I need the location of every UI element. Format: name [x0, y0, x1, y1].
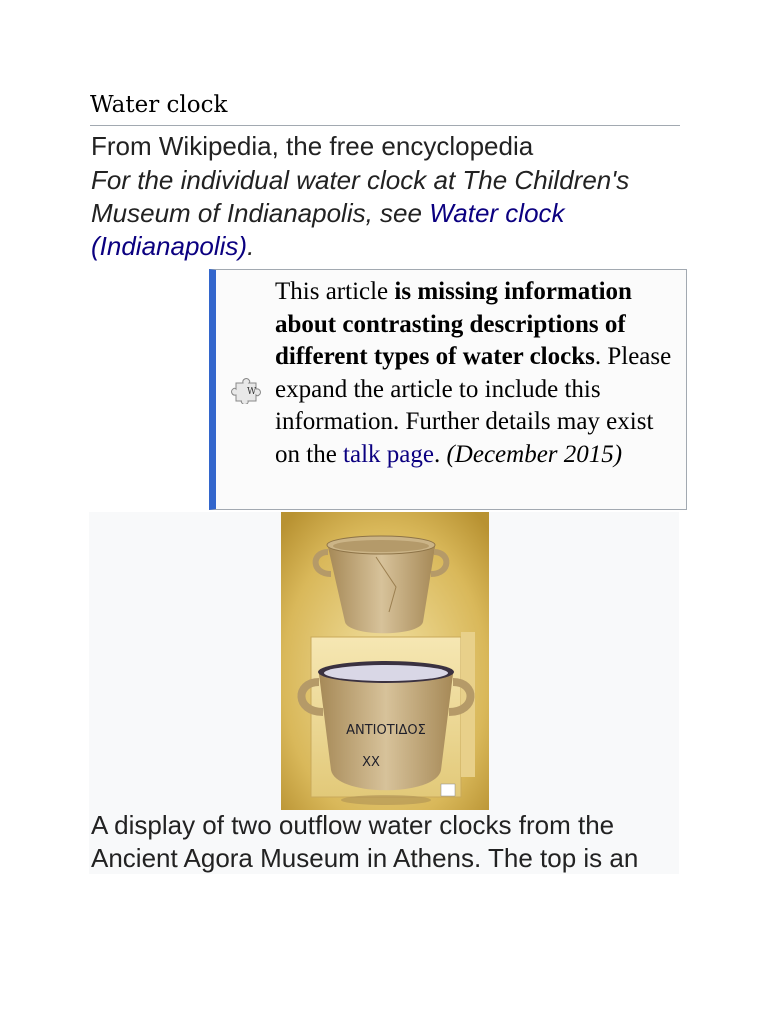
hatnote — [91, 164, 681, 263]
figure-caption: A display of two outflow water clocks from the Ancient Agora Museum in Athens. The top is an — [91, 810, 639, 873]
water-clock-photo[interactable] — [281, 512, 489, 810]
notice-text-start: This article — [275, 278, 395, 305]
upper-inscription: ΑΝΤΙΟΤΙΔΟΣ — [346, 723, 426, 738]
notice-text-end: . — [433, 440, 447, 468]
talk-page-link[interactable]: talk page — [343, 440, 434, 468]
hatnote-link[interactable]: Water clock (Indianapolis) — [91, 198, 565, 261]
title-divider — [90, 125, 680, 126]
svg-text:W: W — [247, 387, 257, 397]
hatnote-text: For the individual water clock at The Children's Museum of Indianapolis, see — [91, 165, 630, 228]
puzzle-piece-icon — [230, 374, 270, 404]
lower-inscription: ΧΧ — [362, 755, 380, 770]
page-title: Water clock — [90, 92, 228, 118]
hatnote-suffix: . — [247, 231, 255, 261]
notice-bold: is missing information about contrasting descriptions of different types of water clocks — [275, 278, 632, 370]
page-subtitle: From Wikipedia, the free encyclopedia — [91, 131, 534, 161]
maintenance-notice — [209, 269, 687, 510]
notice-text-mid: . Please expand the article to include this information. Further details may exist on the — [275, 343, 672, 468]
notice-text — [275, 276, 675, 471]
notice-date: (December 2015) — [446, 440, 623, 468]
